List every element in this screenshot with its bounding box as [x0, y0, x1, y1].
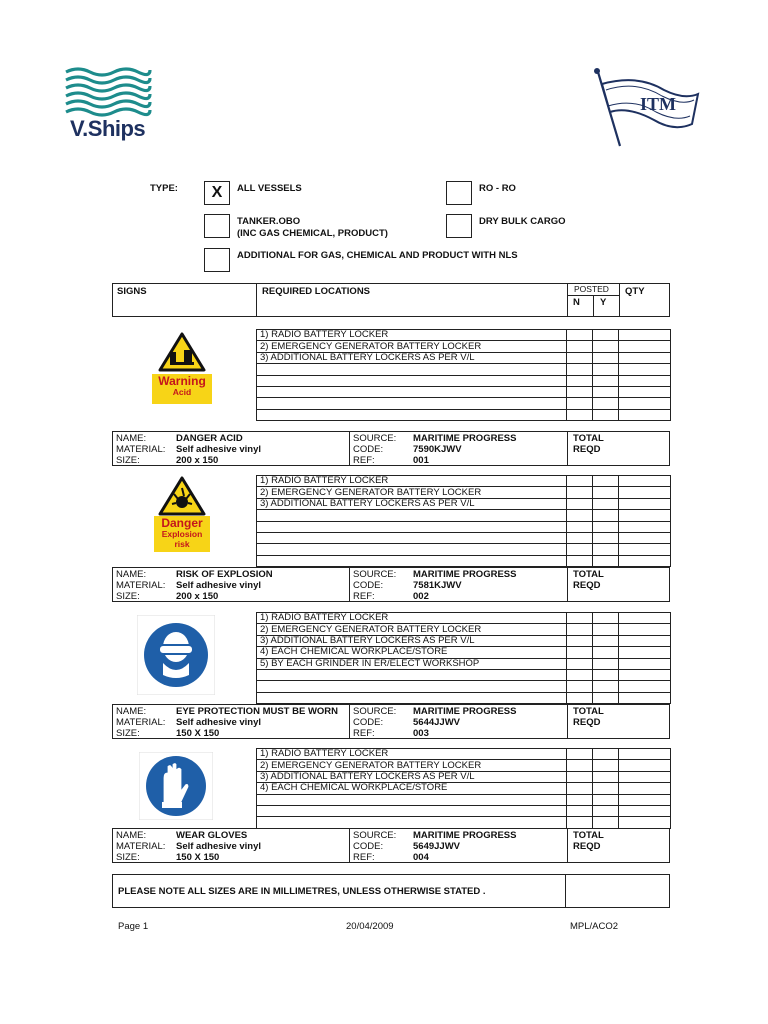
footer-date: 20/04/2009	[346, 921, 394, 932]
location-row	[257, 760, 671, 771]
reqd-label: REQD	[573, 717, 601, 728]
location-cell	[257, 817, 567, 828]
location-row	[257, 544, 671, 555]
location-cell	[257, 692, 567, 703]
sign-material-value: Self adhesive vinyl	[176, 444, 262, 455]
posted-n-cell[interactable]	[567, 330, 593, 341]
sign-size	[116, 728, 349, 739]
posted-y-cell[interactable]	[593, 476, 619, 487]
sign-material-value: Self adhesive vinyl	[176, 841, 262, 852]
location-cell: 3) ADDITIONAL BATTERY LOCKERS AS PER V/L	[257, 498, 567, 509]
sign-ref-value: 003	[413, 728, 429, 739]
sign-name-label: NAME:	[116, 433, 147, 444]
posted-n-cell[interactable]	[567, 544, 593, 555]
sign-ref-value: 002	[413, 591, 429, 602]
sign-source-label: SOURCE:	[353, 706, 397, 717]
sign-ref	[353, 591, 567, 602]
explosion-danger-sign-icon	[152, 474, 212, 557]
vships-flag-icon	[60, 64, 160, 120]
location-row	[257, 805, 671, 816]
sign-source	[353, 706, 567, 717]
sign-size	[116, 852, 349, 863]
sign-name-value: WEAR GLOVES	[176, 830, 248, 841]
qty-cell[interactable]	[619, 364, 671, 375]
qty-cell[interactable]	[619, 771, 671, 782]
location-row	[257, 386, 671, 397]
note-text: PLEASE NOTE ALL SIZES ARE IN MILLIMETRES, UNLESS OTHERWISE STATED .	[118, 886, 486, 897]
sign-material	[116, 580, 349, 591]
sign-code	[353, 717, 567, 728]
vships-logo	[60, 64, 200, 146]
sign-size-value: 150 X 150	[176, 728, 220, 739]
posted-y-cell[interactable]	[593, 669, 619, 680]
location-cell: 3) ADDITIONAL BATTERY LOCKERS AS PER V/L	[257, 771, 567, 782]
posted-n-cell[interactable]	[567, 760, 593, 771]
location-row	[257, 498, 671, 509]
posted-n-cell[interactable]	[567, 398, 593, 409]
sign-size-value: 150 X 150	[176, 852, 220, 863]
sign-name-label: NAME:	[116, 706, 147, 717]
additional-nls-checkbox[interactable]	[204, 248, 230, 272]
location-row	[257, 794, 671, 805]
posted-n-cell[interactable]	[567, 476, 593, 487]
qty-cell[interactable]	[619, 544, 671, 555]
sign-name-value: RISK OF EXPLOSION	[176, 569, 273, 580]
qty-cell[interactable]	[619, 498, 671, 509]
header-signs: SIGNS	[117, 286, 147, 297]
posted-y-cell[interactable]	[593, 487, 619, 498]
posted-y-cell[interactable]	[593, 647, 619, 658]
qty-cell[interactable]	[619, 749, 671, 760]
qty-cell[interactable]	[619, 555, 671, 566]
sign-code-label: CODE:	[353, 717, 384, 728]
sign-size-value: 200 x 150	[176, 455, 219, 466]
sign-code-value: 7581KJWV	[413, 580, 462, 591]
sign-size-label: SIZE:	[116, 852, 140, 863]
qty-cell[interactable]	[619, 760, 671, 771]
posted-n-cell[interactable]	[567, 817, 593, 828]
location-cell	[257, 510, 567, 521]
posted-y-cell[interactable]	[593, 521, 619, 532]
locations-table	[256, 475, 671, 567]
location-row	[257, 658, 671, 669]
posted-y-cell[interactable]	[593, 341, 619, 352]
location-cell: 1) RADIO BATTERY LOCKER	[257, 330, 567, 341]
additional-nls-label: ADDITIONAL FOR GAS, CHEMICAL AND PRODUCT WITH NLS	[237, 250, 518, 261]
qty-cell[interactable]	[619, 669, 671, 680]
sign-ref-label: REF:	[353, 728, 375, 739]
sign-info-row	[112, 704, 670, 739]
location-row	[257, 692, 671, 703]
sign-caption-line: Danger	[161, 516, 203, 530]
sign-size-value: 200 x 150	[176, 591, 219, 602]
sign-size-label: SIZE:	[116, 591, 140, 602]
posted-n-cell[interactable]	[567, 364, 593, 375]
location-row	[257, 476, 671, 487]
acid-warning-sign-icon	[152, 330, 212, 409]
sign-size-label: SIZE:	[116, 455, 140, 466]
posted-y-cell[interactable]	[593, 330, 619, 341]
footer-doc-ref: MPL/ACO2	[570, 921, 619, 932]
ro-ro-label: RO - RO	[479, 183, 516, 194]
posted-n-cell[interactable]	[567, 783, 593, 794]
qty-cell[interactable]	[619, 692, 671, 703]
dry-bulk-cargo-checkbox[interactable]	[446, 214, 472, 238]
sign-caption	[152, 375, 212, 397]
locations-table	[256, 612, 671, 704]
reqd-label: REQD	[573, 841, 601, 852]
tanker-obo-checkbox[interactable]	[204, 214, 230, 238]
posted-y-cell[interactable]	[593, 749, 619, 760]
posted-n-cell[interactable]	[567, 805, 593, 816]
qty-cell[interactable]	[619, 681, 671, 692]
vships-logo-text: V.Ships	[70, 116, 146, 141]
sign-size	[116, 591, 349, 602]
qty-cell[interactable]	[619, 647, 671, 658]
location-row	[257, 364, 671, 375]
posted-y-cell[interactable]	[593, 544, 619, 555]
location-row	[257, 409, 671, 420]
posted-y-cell[interactable]	[593, 658, 619, 669]
posted-n-cell[interactable]	[567, 794, 593, 805]
sign-name-value: EYE PROTECTION MUST BE WORN	[176, 706, 339, 717]
posted-y-cell[interactable]	[593, 409, 619, 420]
sign-code-label: CODE:	[353, 841, 384, 852]
posted-y-cell[interactable]	[593, 498, 619, 509]
location-cell: 1) RADIO BATTERY LOCKER	[257, 476, 567, 487]
posted-n-cell[interactable]	[567, 532, 593, 543]
header-posted-y: Y	[600, 297, 607, 308]
location-cell	[257, 375, 567, 386]
qty-cell[interactable]	[619, 398, 671, 409]
total-label: TOTAL	[573, 433, 604, 444]
location-row	[257, 613, 671, 624]
sign-code-value: 5649JJWV	[413, 841, 461, 852]
qty-cell[interactable]	[619, 624, 671, 635]
posted-y-cell[interactable]	[593, 352, 619, 363]
posted-n-cell[interactable]	[567, 692, 593, 703]
reqd-label: REQD	[573, 444, 601, 455]
posted-n-cell[interactable]	[567, 498, 593, 509]
sign-source	[353, 433, 567, 444]
itm-logo	[588, 66, 708, 148]
qty-cell[interactable]	[619, 330, 671, 341]
location-row	[257, 375, 671, 386]
posted-y-cell[interactable]	[593, 817, 619, 828]
location-cell	[257, 544, 567, 555]
posted-y-cell[interactable]	[593, 681, 619, 692]
eye-protection-sign-icon	[137, 615, 215, 700]
location-cell	[257, 805, 567, 816]
posted-y-cell[interactable]	[593, 386, 619, 397]
wear-gloves-sign-icon	[139, 752, 213, 825]
dry-bulk-cargo-label: DRY BULK CARGO	[479, 216, 566, 227]
sign-size	[116, 455, 349, 466]
qty-cell[interactable]	[619, 375, 671, 386]
location-cell: 2) EMERGENCY GENERATOR BATTERY LOCKER	[257, 760, 567, 771]
sign-material-value: Self adhesive vinyl	[176, 717, 262, 728]
location-row	[257, 681, 671, 692]
sign-caption-line: Explosion	[161, 529, 203, 539]
header-qty: QTY	[625, 286, 645, 297]
qty-cell[interactable]	[619, 805, 671, 816]
total-label: TOTAL	[573, 706, 604, 717]
location-row	[257, 669, 671, 680]
posted-n-cell[interactable]	[567, 749, 593, 760]
sign-code	[353, 580, 567, 591]
posted-y-cell[interactable]	[593, 613, 619, 624]
location-row	[257, 783, 671, 794]
sign-material	[116, 841, 349, 852]
qty-cell[interactable]	[619, 783, 671, 794]
all-vessels-checkbox[interactable]: X	[204, 181, 230, 205]
location-row	[257, 749, 671, 760]
posted-y-cell[interactable]	[593, 692, 619, 703]
location-cell	[257, 521, 567, 532]
qty-cell[interactable]	[619, 352, 671, 363]
ro-ro-checkbox[interactable]	[446, 181, 472, 205]
qty-cell[interactable]	[619, 532, 671, 543]
sign-code-value: 7590KJWV	[413, 444, 462, 455]
posted-y-cell[interactable]	[593, 635, 619, 646]
sign-caption-line: Acid	[172, 387, 192, 397]
location-cell	[257, 669, 567, 680]
sign-material	[116, 444, 349, 455]
tanker-obo-label: TANKER.OBO (INC GAS CHEMICAL, PRODUCT)	[237, 216, 388, 239]
sign-ref-label: REF:	[353, 591, 375, 602]
sign-material-label: MATERIAL:	[116, 580, 166, 591]
all-vessels-label: ALL VESSELS	[237, 183, 302, 194]
posted-n-cell[interactable]	[567, 647, 593, 658]
location-row	[257, 487, 671, 498]
location-cell: 1) RADIO BATTERY LOCKER	[257, 613, 567, 624]
posted-n-cell[interactable]	[567, 635, 593, 646]
posted-y-cell[interactable]	[593, 364, 619, 375]
sign-material-label: MATERIAL:	[116, 444, 166, 455]
sign-source-value: MARITIME PROGRESS	[413, 569, 517, 580]
posted-y-cell[interactable]	[593, 555, 619, 566]
posted-n-cell[interactable]	[567, 555, 593, 566]
sign-source-label: SOURCE:	[353, 830, 397, 841]
sign-info-row	[112, 828, 670, 863]
posted-y-cell[interactable]	[593, 398, 619, 409]
header-posted: POSTED	[574, 284, 609, 294]
total-label: TOTAL	[573, 830, 604, 841]
sign-code	[353, 841, 567, 852]
qty-cell[interactable]	[619, 794, 671, 805]
sign-name-label: NAME:	[116, 569, 147, 580]
location-row	[257, 555, 671, 566]
sign-ref	[353, 728, 567, 739]
location-row	[257, 647, 671, 658]
sign-info-row	[112, 567, 670, 602]
sign-source	[353, 830, 567, 841]
sign-source-value: MARITIME PROGRESS	[413, 830, 517, 841]
sign-name-label: NAME:	[116, 830, 147, 841]
location-row	[257, 341, 671, 352]
location-row	[257, 398, 671, 409]
location-row	[257, 352, 671, 363]
location-row	[257, 532, 671, 543]
location-cell: 4) EACH CHEMICAL WORKPLACE/STORE	[257, 647, 567, 658]
posted-y-cell[interactable]	[593, 805, 619, 816]
location-row	[257, 635, 671, 646]
location-cell	[257, 532, 567, 543]
location-cell: 5) BY EACH GRINDER IN ER/ELECT WORKSHOP	[257, 658, 567, 669]
sign-ref-label: REF:	[353, 455, 375, 466]
location-row	[257, 817, 671, 828]
location-cell: 2) EMERGENCY GENERATOR BATTERY LOCKER	[257, 624, 567, 635]
location-cell	[257, 398, 567, 409]
qty-cell[interactable]	[619, 341, 671, 352]
posted-n-cell[interactable]	[567, 409, 593, 420]
posted-y-cell[interactable]	[593, 624, 619, 635]
posted-n-cell[interactable]	[567, 487, 593, 498]
location-cell: 3) ADDITIONAL BATTERY LOCKERS AS PER V/L	[257, 635, 567, 646]
posted-n-cell[interactable]	[567, 375, 593, 386]
sign-ref	[353, 852, 567, 863]
header-required-locations: REQUIRED LOCATIONS	[262, 286, 371, 297]
reqd-label: REQD	[573, 580, 601, 591]
posted-n-cell[interactable]	[567, 510, 593, 521]
posted-n-cell[interactable]	[567, 386, 593, 397]
sign-ref-value: 001	[413, 455, 429, 466]
sign-ref-label: REF:	[353, 852, 375, 863]
note-box	[112, 874, 670, 908]
qty-cell[interactable]	[619, 817, 671, 828]
location-cell: 4) EACH CHEMICAL WORKPLACE/STORE	[257, 783, 567, 794]
location-row	[257, 624, 671, 635]
posted-y-cell[interactable]	[593, 783, 619, 794]
sign-info-row	[112, 431, 670, 466]
sign-code	[353, 444, 567, 455]
sign-name	[116, 706, 349, 717]
location-cell: 2) EMERGENCY GENERATOR BATTERY LOCKER	[257, 487, 567, 498]
sign-name	[116, 433, 349, 444]
footer-page: Page 1	[118, 921, 149, 932]
posted-y-cell[interactable]	[593, 760, 619, 771]
header-posted-n: N	[573, 297, 580, 308]
location-cell: 1) RADIO BATTERY LOCKER	[257, 749, 567, 760]
sign-material	[116, 717, 349, 728]
total-label: TOTAL	[573, 569, 604, 580]
posted-n-cell[interactable]	[567, 681, 593, 692]
sign-caption	[152, 517, 212, 548]
posted-n-cell[interactable]	[567, 624, 593, 635]
qty-cell[interactable]	[619, 409, 671, 420]
posted-y-cell[interactable]	[593, 771, 619, 782]
location-cell	[257, 386, 567, 397]
sign-size-label: SIZE:	[116, 728, 140, 739]
posted-y-cell[interactable]	[593, 375, 619, 386]
sign-ref	[353, 455, 567, 466]
posted-y-cell[interactable]	[593, 794, 619, 805]
sign-code-value: 5644JJWV	[413, 717, 461, 728]
qty-cell[interactable]	[619, 386, 671, 397]
qty-cell[interactable]	[619, 487, 671, 498]
location-cell	[257, 555, 567, 566]
location-row	[257, 330, 671, 341]
qty-cell[interactable]	[619, 658, 671, 669]
location-cell	[257, 409, 567, 420]
posted-n-cell[interactable]	[567, 613, 593, 624]
qty-cell[interactable]	[619, 635, 671, 646]
qty-cell[interactable]	[619, 613, 671, 624]
sign-source-value: MARITIME PROGRESS	[413, 706, 517, 717]
posted-n-cell[interactable]	[567, 669, 593, 680]
sign-code-label: CODE:	[353, 580, 384, 591]
posted-n-cell[interactable]	[567, 658, 593, 669]
sign-name	[116, 569, 349, 580]
sign-name-value: DANGER ACID	[176, 433, 243, 444]
location-cell	[257, 681, 567, 692]
sign-caption-line: risk	[174, 538, 190, 549]
location-row	[257, 510, 671, 521]
sign-name	[116, 830, 349, 841]
sign-ref-value: 004	[413, 852, 429, 863]
locations-table	[256, 329, 671, 421]
location-cell	[257, 794, 567, 805]
sign-source	[353, 569, 567, 580]
location-row	[257, 521, 671, 532]
posted-y-cell[interactable]	[593, 532, 619, 543]
sign-material-label: MATERIAL:	[116, 717, 166, 728]
posted-n-cell[interactable]	[567, 352, 593, 363]
posted-n-cell[interactable]	[567, 771, 593, 782]
type-label: TYPE:	[150, 183, 178, 194]
sign-caption-line: Warning	[158, 374, 206, 388]
location-cell: 2) EMERGENCY GENERATOR BATTERY LOCKER	[257, 341, 567, 352]
location-cell: 3) ADDITIONAL BATTERY LOCKERS AS PER V/L	[257, 352, 567, 363]
qty-cell[interactable]	[619, 476, 671, 487]
signs-table-header	[112, 283, 670, 317]
sign-material-label: MATERIAL:	[116, 841, 166, 852]
posted-n-cell[interactable]	[567, 521, 593, 532]
location-row	[257, 771, 671, 782]
sign-source-label: SOURCE:	[353, 569, 397, 580]
location-cell	[257, 364, 567, 375]
posted-n-cell[interactable]	[567, 341, 593, 352]
sign-source-label: SOURCE:	[353, 433, 397, 444]
qty-cell[interactable]	[619, 510, 671, 521]
posted-y-cell[interactable]	[593, 510, 619, 521]
locations-table	[256, 748, 671, 829]
sign-code-label: CODE:	[353, 444, 384, 455]
sign-material-value: Self adhesive vinyl	[176, 580, 262, 591]
qty-cell[interactable]	[619, 521, 671, 532]
itm-logo-text: ITM	[640, 94, 676, 114]
sign-source-value: MARITIME PROGRESS	[413, 433, 517, 444]
